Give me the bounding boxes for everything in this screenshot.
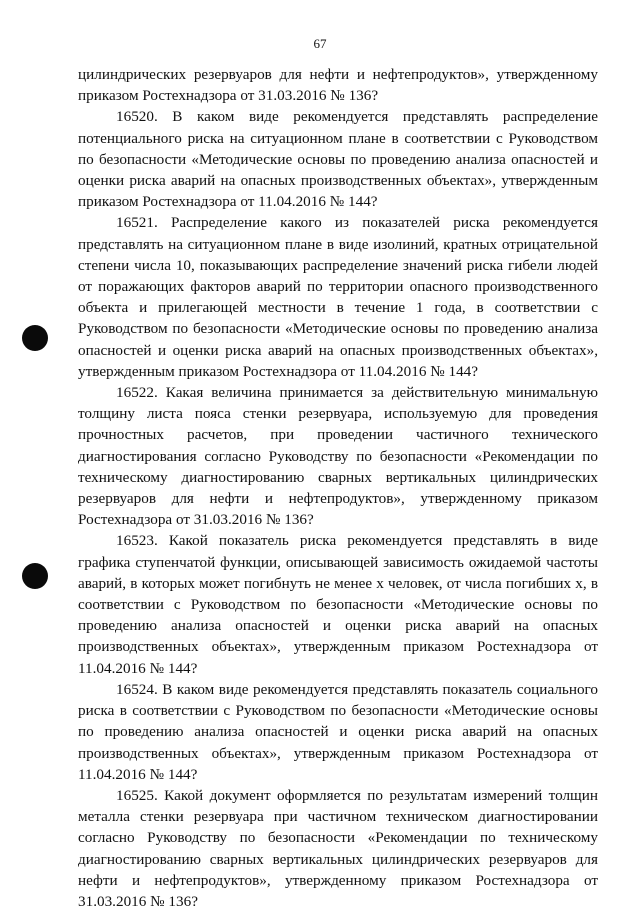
question-16520: 16520. В каком виде рекомендуется представлять распределение потенциального риска на ситуационном плане в соответствии с Руководством по безопасности «Методические основы по проведению анализа опасностей и оценки риска аварий на опасных производственных объектах», утвержденным приказом Ростехнадзора от 11.04.2016 № 144?: [78, 108, 598, 211]
question-16523: 16523. Какой показатель риска рекомендуется представлять в виде графика ступенчатой функции, описывающей зависимость ожидаемой частоты аварий, в которых может погибнуть не менее x человек, от числа погибших x, в соответствии с Руководством по безопасности «Методические основы по проведению анализа опасностей и оценки риска аварий на опасных производственных объектах», утвержденным приказом Ростехнадзора от 11.04.2016 № 144?: [78, 532, 598, 677]
question-16521: 16521. Распределение какого из показателей риска рекомендуется представлять на ситуационном плане в виде изолиний, кратных отрицательной степени числа 10, показывающих распределение значений риска гибели людей от поражающих факторов аварий по территории опасного производственного объекта и прилегающей местности в течение 1 года, в соответствии с Руководством по безопасности «Методические основы по проведению анализа опасностей и оценки риска аварий на опасных производственных объектах», утвержденным приказом Ростехнадзора от 11.04.2016 № 144?: [78, 214, 598, 380]
page-number: 67: [313, 36, 327, 51]
document-body: [78, 64, 598, 912]
punch-hole-mark: [22, 325, 48, 351]
question-16522: 16522. Какая величина принимается за действительную минимальную толщину листа пояса стенки резервуара, используемую для проведения прочностных расчетов, при проведении частичного технического диагностирования согласно Руководству по безопасности «Рекомендации по техническому диагностированию сварных вертикальных цилиндрических резервуаров для нефти и нефтепродуктов», утвержденному приказом Ростехнадзора от 31.03.2016 № 136?: [78, 384, 598, 529]
punch-hole-mark: [22, 563, 48, 589]
paragraph-continuation: цилиндрических резервуаров для нефти и нефтепродуктов», утвержденному приказом Ростехнадзора от 31.03.2016 № 136?: [78, 66, 598, 105]
question-16525: 16525. Какой документ оформляется по результатам измерений толщин металла стенки резервуара при частичном техническом диагностировании согласно Руководству по безопасности «Рекомендации по техническому диагностированию сварных вертикальных цилиндрических резервуаров для нефти и нефтепродуктов», утвержденному приказом Ростехнадзора от 31.03.2016 № 136?: [78, 786, 598, 910]
question-16524: 16524. В каком виде рекомендуется представлять показатель социального риска в соответствии с Руководством по безопасности «Методические основы по проведению анализа опасностей и оценки риска аварий на опасных производственных объектах», утвержденным приказом Ростехнадзора от 11.04.2016 № 144?: [78, 680, 598, 783]
